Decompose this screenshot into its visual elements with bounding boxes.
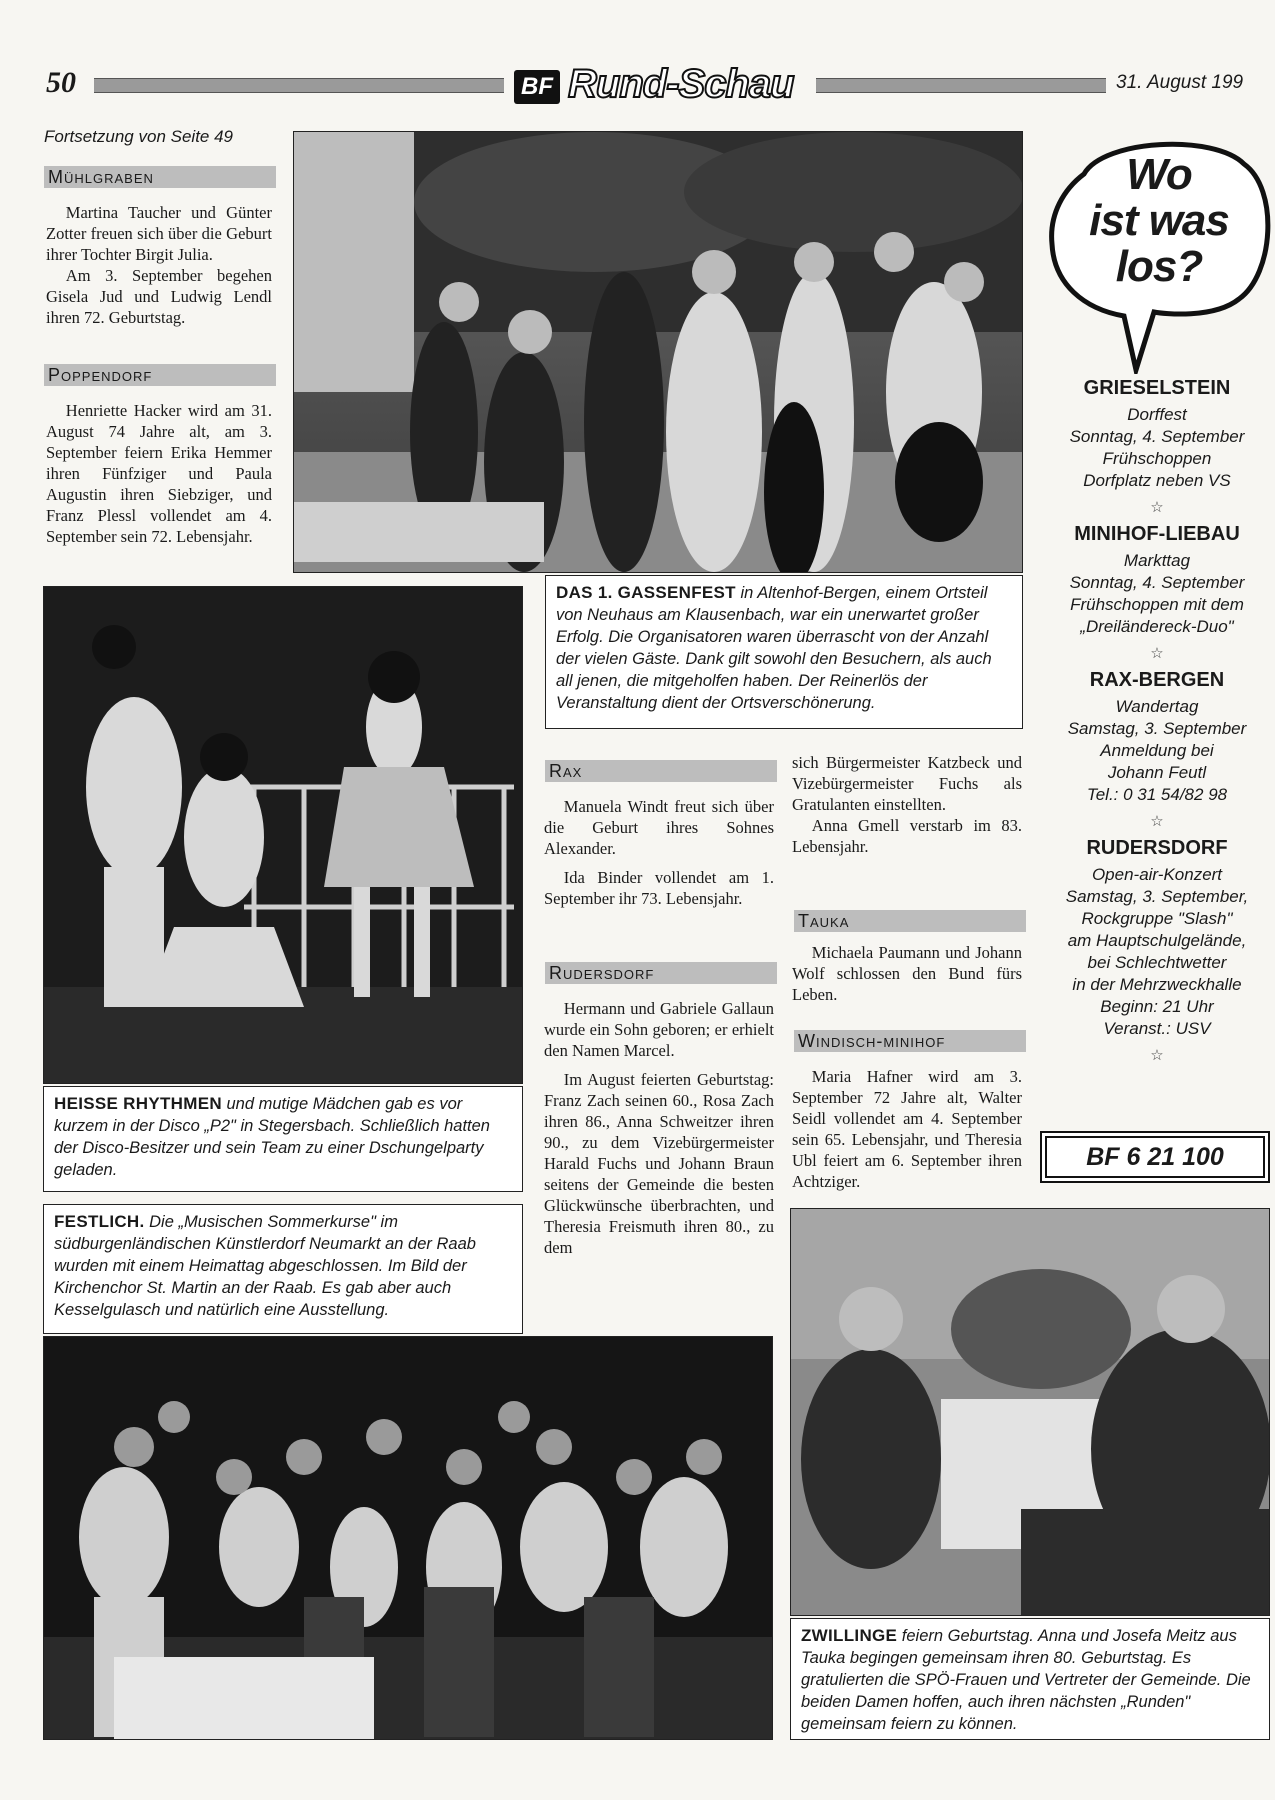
event-place: RUDERSDORF [1086, 837, 1228, 859]
head-tauka: Tauka [794, 910, 1026, 932]
event-item [1040, 523, 1274, 638]
star-icon: ☆ [1150, 646, 1164, 662]
event-line: Samstag, 3. September [1067, 719, 1247, 738]
head-windisch-minihof: Windisch-minihof [794, 1030, 1026, 1052]
event-line: Markttag [1123, 551, 1191, 570]
photo-gassenfest [293, 131, 1023, 573]
event-line: Frühschoppen mit dem [1070, 595, 1244, 614]
para: Am 3. September begehen Gisela Jud und Ludwig Lendl ihren 72. Geburtstag. [46, 266, 272, 327]
event-line: Open-air-Konzert [1091, 865, 1223, 884]
text-tauka [792, 942, 1022, 1005]
photo-gassenfest-image [294, 132, 1023, 573]
head-rax: Rax [545, 760, 777, 782]
section-title: Rund-Schau [568, 62, 794, 106]
caption-text: Die „Musischen Sommerkurse" im südburgenländischen Künstlerdorf Neumarkt an der Raab wurden mit einem Heimattag abgeschlossen. Im Bild der Kirchenchor St. Martin an der Raab. Es gab aber auch Kesselgulasch und natürlich eine Ausstellung. [54, 1213, 476, 1319]
para: Im August feierten Geburtstag: Franz Zach seinen 60., Rosa Zach ihren 86., Anna Schweitzer ihren 90., zu dem Vizebürgermeister Harald Fuchs und Johann Braun seitens der Gemeinde die besten Glückwünsche überbrachten, und Theresia Freismuth ihren 80., zu dem [544, 1070, 774, 1257]
event-line: Johann Feutl [1107, 763, 1207, 782]
event-line: Beginn: 21 Uhr [1100, 997, 1214, 1016]
bubble-line: Wo [1126, 150, 1192, 199]
caption-lead: HEISSE RHYTHMEN [54, 1094, 222, 1113]
text-windisch-minihof [792, 1066, 1022, 1192]
para: Ida Binder vollendet am 1. September ihr 73. Lebensjahr. [544, 868, 774, 908]
event-line: Sonntag, 4. September [1069, 427, 1245, 446]
event-item [1040, 669, 1274, 806]
para: sich Bürgermeister Katzbeck und Vizebürgermeister Fuchs als Gratulanten einstellten. [792, 753, 1022, 814]
text-rudersdorf [544, 998, 774, 1258]
caption-lead: DAS 1. GASSENFEST [556, 583, 736, 602]
caption-gassenfest [545, 575, 1023, 729]
continuation-note: Fortsetzung von Seite 49 [44, 127, 234, 146]
event-place: GRIESELSTEIN [1083, 377, 1231, 399]
caption-text: in Altenhof-Bergen, einem Ortsteil von Neuhaus am Klausenbach, war ein unerwartet großer Erfolg. Die Organisatoren waren überrascht von der Anzahl der vielen Gäste. Dank gilt sowohl den Besuchern, als auch all jenen, die mitgeholfen haben. Der Reinerlös der Veranstaltung dient der Ortsverschönerung. [556, 584, 992, 712]
bubble-line: ist was [1089, 196, 1229, 245]
event-line: bei Schlechtwetter [1087, 953, 1227, 972]
caption-text: feiern Geburtstag. Anna und Josefa Meitz aus Tauka begingen gemeinsam ihren 80. Geburtstag. Es gratulierten die SPÖ-Frauen und Vertreter der Gemeinde. Die beiden Damen hoffen, auch ihren nächsten „Runden" gemeinsam feiern zu können. [801, 1627, 1251, 1733]
event-line: Dorfplatz neben VS [1083, 471, 1231, 490]
caption-lead: ZWILLINGE [801, 1626, 898, 1645]
para: Anna Gmell verstarb im 83. Lebensjahr. [792, 816, 1022, 856]
event-list [1040, 377, 1274, 1071]
text-muehlgraben [46, 202, 272, 328]
text-poppendorf [46, 400, 272, 547]
event-line: Anmeldung bei [1100, 741, 1214, 760]
bubble-text [1044, 152, 1274, 290]
event-line: Frühschoppen [1102, 449, 1212, 468]
caption-rhythmen [43, 1086, 523, 1192]
event-line: Samstag, 3. September, [1065, 887, 1249, 906]
header-rule-right [816, 78, 1106, 93]
phone-code-box: BF 6 21 100 [1040, 1131, 1270, 1183]
speech-bubble [1044, 134, 1274, 374]
photo-choir [43, 1336, 773, 1740]
caption-text: und mutige Mädchen gab es vor kurzem in der Disco „P2" in Stegersbach. Schließlich hatten der Disco-Besitzer und sein Team zu einer Dschungelparty geladen. [54, 1095, 490, 1179]
event-place: MINIHOF-LIEBAU [1074, 523, 1240, 545]
text-rax-continued [792, 752, 1022, 857]
photo-zwillinge-image [791, 1209, 1270, 1616]
star-icon: ☆ [1150, 1048, 1164, 1064]
event-line: Sonntag, 4. September [1069, 573, 1245, 592]
event-line: in der Mehrzweckhalle [1072, 975, 1242, 994]
event-line: Tel.: 0 31 54/82 98 [1086, 785, 1228, 804]
event-line: am Hauptschulgelände, [1067, 931, 1247, 950]
bubble-line: los? [1115, 242, 1203, 291]
photo-choir-image [44, 1337, 773, 1740]
event-place: RAX-BERGEN [1089, 669, 1225, 691]
head-poppendorf: Poppendorf [44, 364, 276, 386]
para: Michaela Paumann und Johann Wolf schlossen den Bund fürs Leben. [792, 943, 1022, 1004]
event-line: Wandertag [1115, 697, 1199, 716]
photo-disco [43, 586, 523, 1084]
para: Henriette Hacker wird am 31. August 74 Jahre alt, am 3. September feiern Erika Hemmer ihren Fünfziger und Paula Augustin ihren Siebziger, und Franz Plessl vollendet am 4. September sein 72. Lebensjahr. [46, 401, 272, 546]
event-line: Veranst.: USV [1103, 1019, 1211, 1038]
caption-zwillinge [790, 1618, 1270, 1740]
photo-zwillinge [790, 1208, 1270, 1616]
issue-date: 31. August 199 [1116, 72, 1244, 93]
star-icon: ☆ [1150, 814, 1164, 830]
para: Hermann und Gabriele Gallaun wurde ein Sohn geboren; er erhielt den Namen Marcel. [544, 999, 774, 1060]
event-line: Dorffest [1127, 405, 1187, 424]
para: Martina Taucher und Günter Zotter freuen sich über die Geburt ihrer Tochter Birgit Julia. [46, 203, 272, 264]
head-rudersdorf: Rudersdorf [545, 962, 777, 984]
para: Manuela Windt freut sich über die Geburt ihres Sohnes Alexander. [544, 797, 774, 858]
header-rule-left [94, 78, 504, 93]
bf-logo: BF [514, 70, 560, 104]
photo-disco-image [44, 587, 523, 1084]
caption-festlich [43, 1204, 523, 1334]
star-icon: ☆ [1150, 500, 1164, 516]
caption-lead: FESTLICH. [54, 1212, 145, 1231]
event-line: „Dreiländereck-Duo" [1080, 617, 1234, 636]
head-muehlgraben: Mühlgraben [44, 166, 276, 188]
para: Maria Hafner wird am 3. September 72 Jahre alt, Walter Seidl vollendet am 4. September sein 65. Lebensjahr, und Theresia Ubl feiert am 6. September ihren Achtziger. [792, 1067, 1022, 1191]
event-item [1040, 377, 1274, 492]
text-rax [544, 796, 774, 909]
event-line: Rockgruppe "Slash" [1081, 909, 1233, 928]
event-item [1040, 837, 1274, 1040]
page-number: 50 [46, 66, 76, 99]
